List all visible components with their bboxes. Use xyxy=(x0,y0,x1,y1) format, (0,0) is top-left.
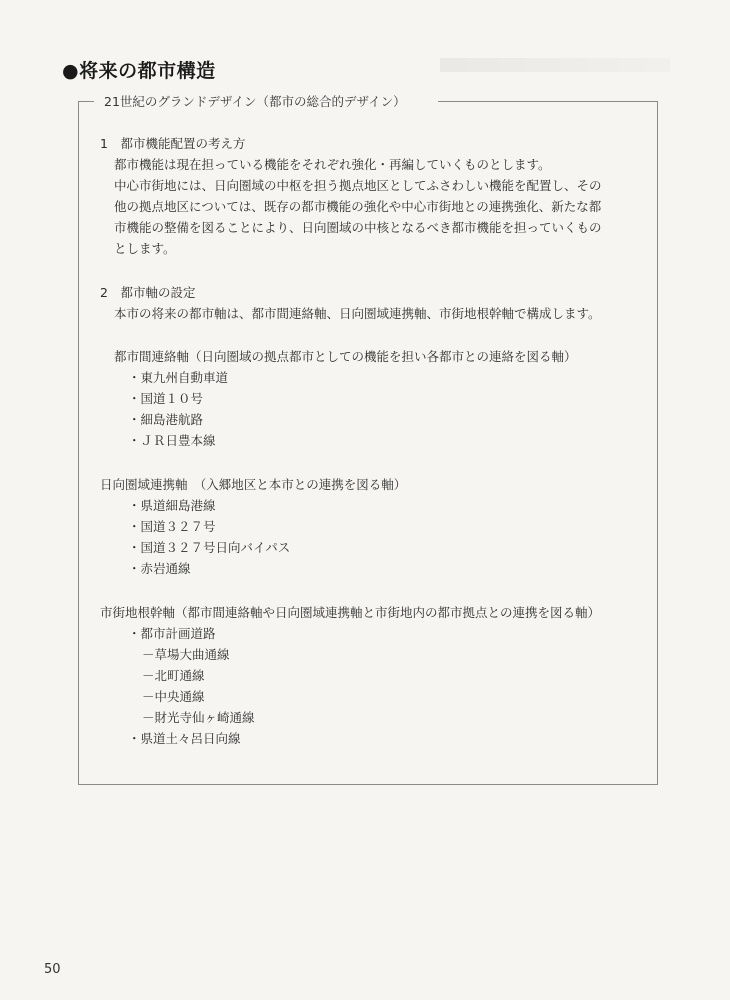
axis3-subitem: －草場大曲通線 xyxy=(142,647,230,662)
section1-line: 市機能の整備を図ることにより、日向圏域の中核となるべき都市機能を担っていくもの xyxy=(114,220,602,235)
axis2-item: ・県道細島港線 xyxy=(128,498,216,513)
page-number: 50 xyxy=(44,962,61,977)
page-title: ●将来の都市構造 xyxy=(62,60,216,82)
axis1-item: ・ＪＲ日豊本線 xyxy=(128,433,216,448)
axis1-heading: 都市間連絡軸（日向圏域の拠点都市としての機能を担い各都市との連絡を図る軸） xyxy=(114,349,577,364)
axis3-heading: 市街地根幹軸（都市間連絡軸や日向圏域連携軸と市街地内の都市拠点との連携を図る軸） xyxy=(100,605,601,620)
axis3-item: ・都市計画道路 xyxy=(128,626,216,641)
section1-line: とします。 xyxy=(114,241,176,256)
axis1-item: ・国道１０号 xyxy=(128,391,204,406)
axis2-heading: 日向圏域連携軸 （入郷地区と本市との連携を図る軸） xyxy=(100,477,407,492)
section2-intro: 本市の将来の都市軸は、都市間連絡軸、日向圏域連携軸、市街地根幹軸で構成します。 xyxy=(114,306,601,321)
axis2-item: ・国道３２７号日向バイパス xyxy=(128,540,291,555)
box-legend: 21世紀のグランドデザイン（都市の総合的デザイン） xyxy=(100,92,410,110)
axis2-item: ・国道３２７号 xyxy=(128,519,216,534)
section1-line: 他の拠点地区については、既存の都市機能の強化や中心市街地との連携強化、新たな都 xyxy=(114,199,602,214)
axis2-item: ・赤岩通線 xyxy=(128,561,191,576)
box-top-border-left xyxy=(78,101,94,102)
bleed-through-shadow xyxy=(440,58,670,72)
box-top-border-right xyxy=(438,101,658,102)
axis3-subitem: －中央通線 xyxy=(142,689,205,704)
section1-heading: 1 都市機能配置の考え方 xyxy=(100,136,246,151)
section1-line: 都市機能は現在担っている機能をそれぞれ強化・再編していくものとします。 xyxy=(114,157,551,172)
axis3-subitem: －財光寺仙ヶ崎通線 xyxy=(142,710,255,725)
axis1-item: ・細島港航路 xyxy=(128,412,204,427)
axis3-subitem: －北町通線 xyxy=(142,668,205,683)
section2-heading: 2 都市軸の設定 xyxy=(100,285,196,300)
axis3-last-item: ・県道土々呂日向線 xyxy=(128,731,241,746)
section1-line: 中心市街地には、日向圏域の中枢を担う拠点地区としてふさわしい機能を配置し、その xyxy=(114,178,602,193)
axis1-item: ・東九州自動車道 xyxy=(128,370,229,385)
